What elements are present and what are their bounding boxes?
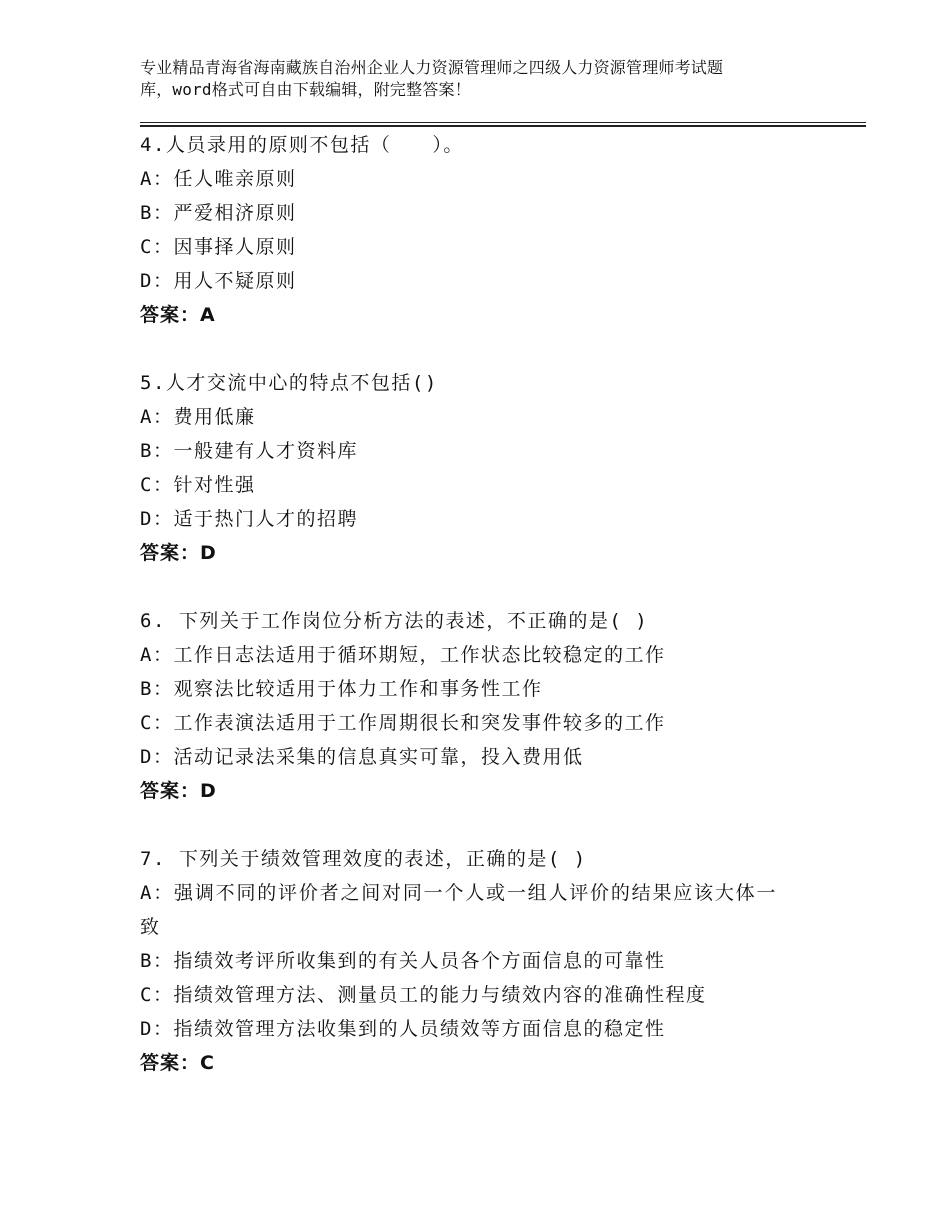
header-divider-thick: [140, 125, 866, 127]
option-a: A：工作日志法适用于循环期短，工作状态比较稳定的工作: [140, 644, 666, 666]
option-c: C：因事择人原则: [140, 236, 297, 258]
question-6: [140, 604, 820, 808]
question-7: [140, 842, 820, 1080]
answer-line: 答案：C: [140, 1052, 215, 1074]
header-line-1: 专业精品青海省海南藏族自治州企业人力资源管理师之四级人力资源管理师考试题: [140, 58, 724, 77]
option-a: A：强调不同的评价者之间对同一个人或一组人评价的结果应该大体一: [140, 882, 778, 904]
option-c: C：指绩效管理方法、测量员工的能力与绩效内容的准确性程度: [140, 984, 707, 1006]
question-4: [140, 128, 820, 332]
option-a: A：任人唯亲原则: [140, 168, 297, 190]
option-a: A：费用低廉: [140, 406, 256, 428]
answer-line: 答案：D: [140, 780, 217, 802]
option-b: B：一般建有人才资料库: [140, 440, 358, 462]
header-line-2: 库，word格式可自由下载编辑，附完整答案！: [140, 80, 471, 99]
option-a-continued: 致: [140, 916, 161, 938]
option-d: D：用人不疑原则: [140, 270, 297, 292]
question-stem: 5.人才交流中心的特点不包括(): [140, 372, 438, 394]
question-stem: 4.人员录用的原则不包括（ ）。: [140, 134, 464, 156]
option-d: D：活动记录法采集的信息真实可靠，投入费用低: [140, 746, 584, 768]
option-d: D：指绩效管理方法收集到的人员绩效等方面信息的稳定性: [140, 1018, 666, 1040]
option-c: C：针对性强: [140, 474, 256, 496]
question-stem: 7. 下列关于绩效管理效度的表述，正确的是( ): [140, 848, 587, 870]
option-b: B：严爱相济原则: [140, 202, 297, 224]
option-b: B：观察法比较适用于体力工作和事务性工作: [140, 678, 543, 700]
question-5: [140, 366, 820, 570]
answer-line: 答案：D: [140, 542, 217, 564]
question-stem: 6. 下列关于工作岗位分析方法的表述，不正确的是( ): [140, 610, 649, 632]
document-header: [140, 57, 840, 101]
option-d: D：适于热门人才的招聘: [140, 508, 358, 530]
question-list: [140, 128, 820, 1114]
answer-line: 答案：A: [140, 304, 216, 326]
option-b: B：指绩效考评所收集到的有关人员各个方面信息的可靠性: [140, 950, 666, 972]
option-c: C：工作表演法适用于工作周期很长和突发事件较多的工作: [140, 712, 666, 734]
header-divider-thin: [140, 122, 866, 123]
